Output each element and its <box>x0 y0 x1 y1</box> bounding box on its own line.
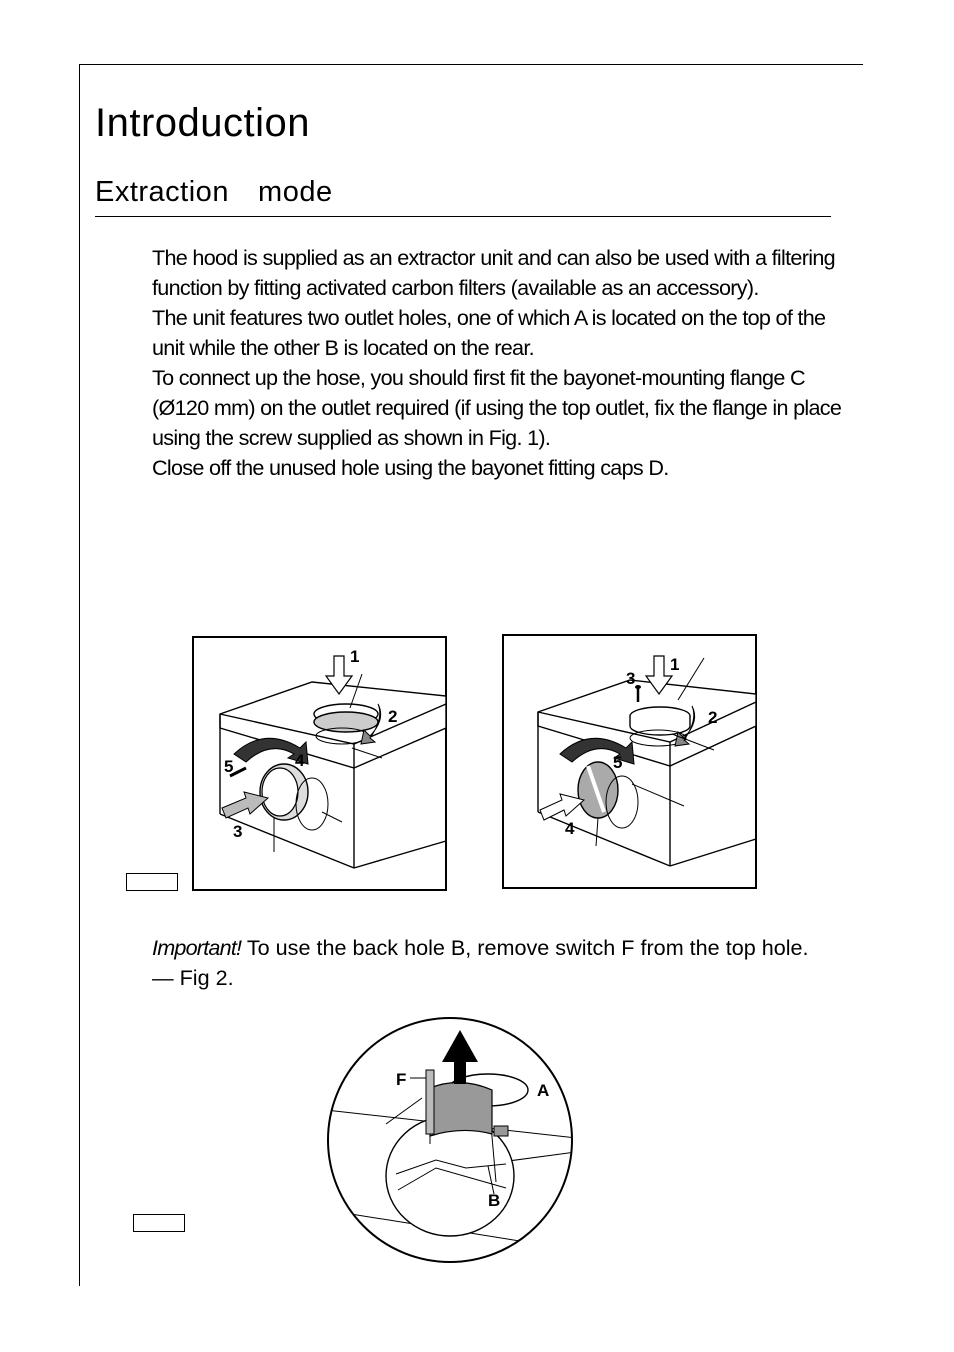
section-heading: Extraction mode <box>95 176 333 208</box>
paragraph-flange: To connect up the hose, you should first fit the bayonet-mounting flange C (Ø120 mm) on the outlet required (if using the top outlet, fix the flange in place using the screw supplied as shown in Fig. 1). <box>152 365 842 450</box>
label-f: F <box>396 1070 407 1089</box>
callout-left-4: 4 <box>295 751 305 770</box>
heading-rule <box>95 216 831 217</box>
callout-left-5: 5 <box>224 757 234 776</box>
callout-right-3: 3 <box>626 669 636 688</box>
label-a: A <box>537 1081 550 1100</box>
callout-left-2: 2 <box>388 707 398 726</box>
page-title: Introduction <box>95 101 311 145</box>
callout-left-1: 1 <box>350 647 360 666</box>
callout-right-1: 1 <box>670 655 680 674</box>
figure1-right-illustration <box>502 634 758 890</box>
label-b: B <box>488 1191 501 1210</box>
figure2-label-box <box>133 1214 185 1232</box>
important-text: To use the back hole B, remove switch F from the top hole. — Fig 2. <box>152 935 809 990</box>
body-text <box>152 243 842 483</box>
paragraph-caps: Close off the unused hole using the bayonet fitting caps D. <box>152 455 669 480</box>
figure1-label-box <box>126 873 178 891</box>
callout-right-2: 2 <box>708 708 718 727</box>
page-frame-top <box>79 64 863 65</box>
figure2-illustration <box>326 1014 576 1266</box>
important-note <box>152 933 832 993</box>
figure1-left-illustration <box>192 636 448 892</box>
page-frame-left <box>79 64 80 1286</box>
paragraph-intro: The hood is supplied as an extractor unit and can also be used with a filtering function by fitting activated carbon filters (available as an accessory). <box>152 245 835 300</box>
callout-left-3: 3 <box>233 822 243 841</box>
paragraph-outlets: The unit features two outlet holes, one of which A is located on the top of the unit while the other B is located on the rear. <box>152 305 826 360</box>
important-label: Important! <box>152 935 242 960</box>
callout-right-4: 4 <box>565 819 575 838</box>
callout-right-5: 5 <box>613 753 623 772</box>
